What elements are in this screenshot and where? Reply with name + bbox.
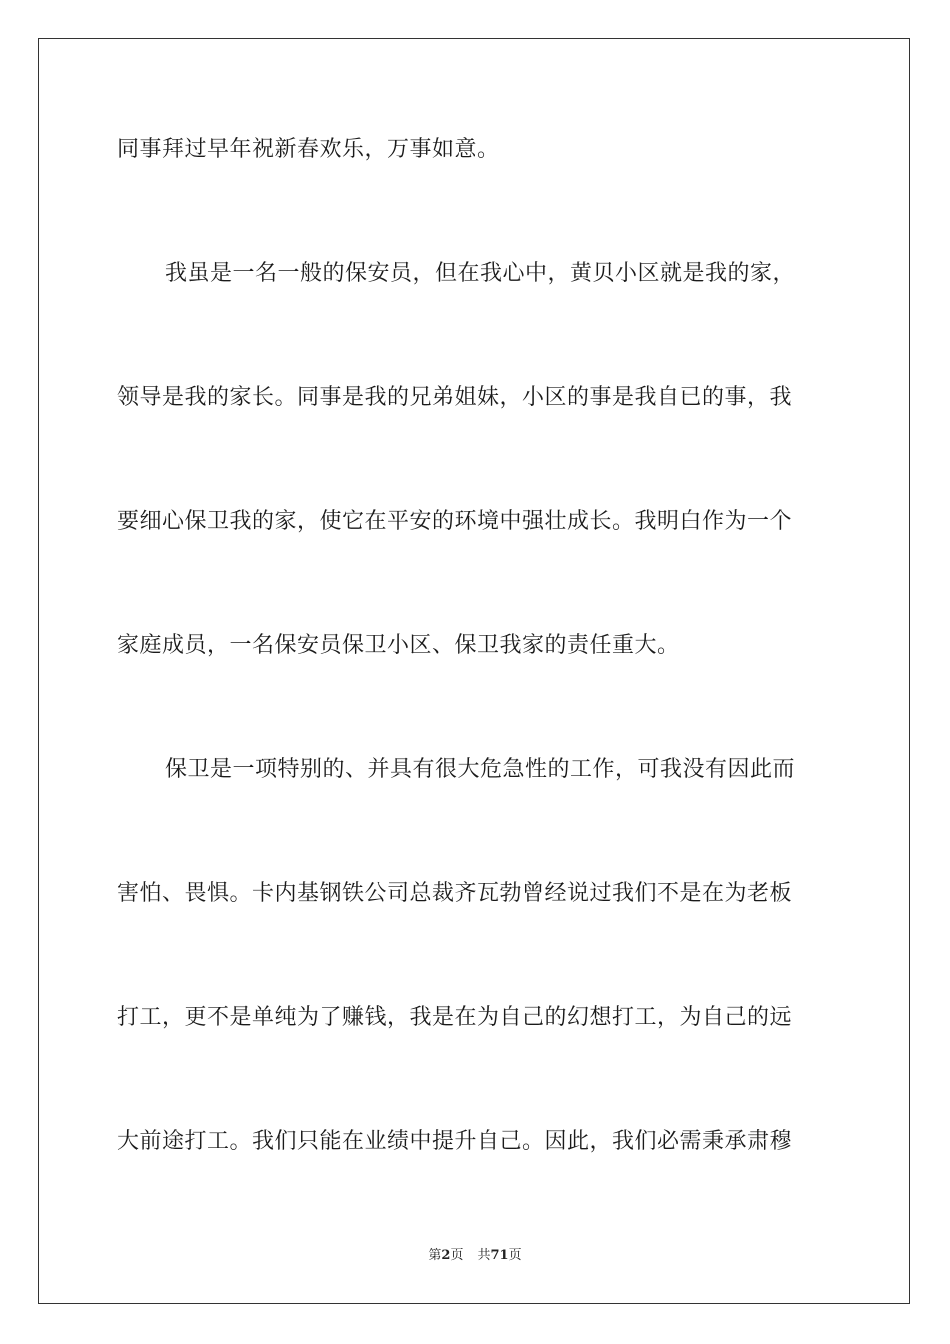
text-line: 打工，更不是单纯为了赚钱，我是在为自己的幻想打工，为自己的远	[117, 1005, 793, 1030]
text-line: 同事拜过早年祝新春欢乐，万事如意。	[117, 137, 500, 162]
text-line: 要细心保卫我的家，使它在平安的环境中强壮成长。我明白作为一个	[117, 509, 793, 534]
text-line: 领导是我的家长。同事是我的兄弟姐妹，小区的事是我自已的事，我	[117, 385, 793, 410]
page-suffix: 页	[450, 1248, 464, 1263]
page-number: 2	[441, 1248, 451, 1263]
text-line: 大前途打工。我们只能在业绩中提升自己。因此，我们必需秉承肃穆	[117, 1129, 793, 1154]
page-border	[38, 38, 910, 1304]
page-prefix: 第	[428, 1248, 442, 1263]
text-line: 保卫是一项特别的、并具有很大危急性的工作，可我没有因此而	[165, 757, 796, 782]
page-footer	[0, 1247, 950, 1265]
total-prefix: 共	[477, 1248, 491, 1263]
total-pages: 71	[490, 1248, 509, 1263]
text-line: 我虽是一名一般的保安员，但在我心中，黄贝小区就是我的家，	[165, 261, 796, 286]
total-suffix: 页	[508, 1248, 522, 1263]
text-line: 害怕、畏惧。卡内基钢铁公司总裁齐瓦勃曾经说过我们不是在为老板	[117, 881, 793, 906]
text-line: 家庭成员，一名保安员保卫小区、保卫我家的责任重大。	[117, 633, 680, 658]
